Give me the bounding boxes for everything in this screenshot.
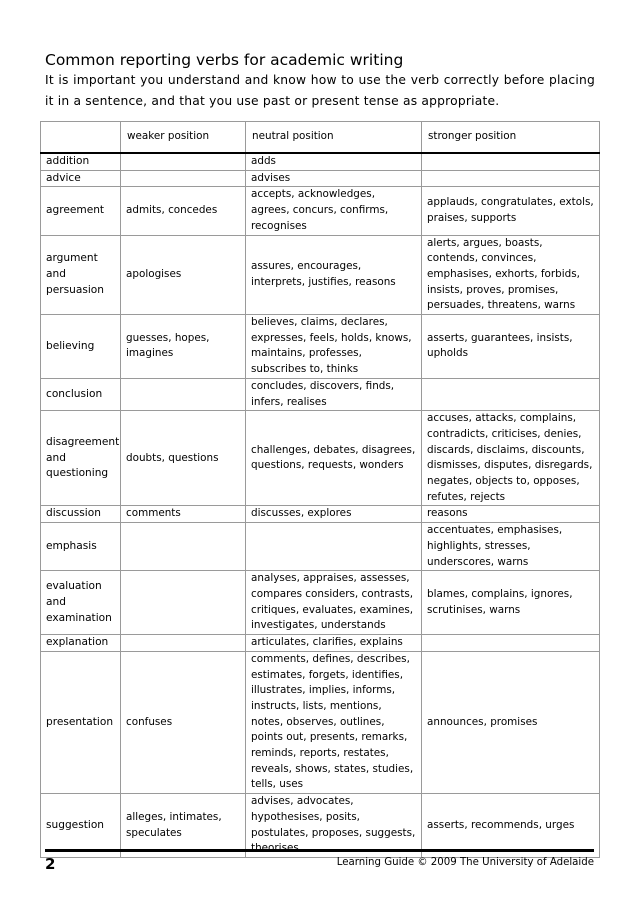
table-row <box>41 187 600 235</box>
function-cell: suggestion <box>41 794 121 858</box>
function-cell: explanation <box>41 635 121 652</box>
footer-credit: Learning Guide © 2009 The University of Adelaide <box>336 857 594 868</box>
neutral-cell: advises, advocates, hypothesises, posits, postulates, proposes, suggests, <box>246 794 422 858</box>
function-cell: argument and persuasion <box>41 235 121 315</box>
function-cell: believing <box>41 315 121 379</box>
weaker-cell <box>121 523 246 571</box>
stronger-cell: asserts, recommends, urges <box>422 794 600 858</box>
header-stronger: stronger position <box>422 122 600 154</box>
function-cell: advice <box>41 170 121 187</box>
weaker-cell <box>121 571 246 635</box>
weaker-cell: apologises <box>121 235 246 315</box>
stronger-cell: announces, promises <box>422 651 600 793</box>
function-cell: evaluation and examination <box>41 571 121 635</box>
page-title: Common reporting verbs for academic writing <box>45 51 404 69</box>
weaker-cell: doubts, questions <box>121 411 246 506</box>
stronger-cell: accuses, attacks, complains, contradicts, criticises, denies, discards, disclaims, discounts, dismisses, disputes, disregards, negates, objects to, opposes, refutes, rejects <box>422 411 600 506</box>
table-row <box>41 153 600 170</box>
weaker-cell: comments <box>121 506 246 523</box>
page-number: 2 <box>45 855 56 873</box>
stronger-cell: alerts, argues, boasts, contends, convinces, emphasises, exhorts, forbids, insists, proves, promises, persuades, threatens, warns <box>422 235 600 315</box>
reporting-verbs-table <box>40 121 600 858</box>
table-header-row <box>41 122 600 154</box>
weaker-cell <box>121 153 246 170</box>
function-cell: disagreement and questioning <box>41 411 121 506</box>
table-row <box>41 651 600 793</box>
stronger-cell: accentuates, emphasises, highlights, stresses, underscores, warns <box>422 523 600 571</box>
weaker-cell: guesses, hopes, imagines <box>121 315 246 379</box>
neutral-cell: comments, defines, describes, estimates, forgets, identifies, illustrates, implies, informs, instructs, lists, mentions, notes, observes, outlines, points out, presents, remarks, reminds, reports, restates, reveals, shows, states, studies, tells, uses <box>246 651 422 793</box>
neutral-cell: analyses, appraises, assesses, compares considers, contrasts, critiques, evaluates, examines, investigates, understands <box>246 571 422 635</box>
function-cell: agreement <box>41 187 121 235</box>
stronger-cell: applauds, congratulates, extols, praises, supports <box>422 187 600 235</box>
stronger-cell <box>422 153 600 170</box>
neutral-cell: concludes, discovers, finds, infers, realises <box>246 378 422 410</box>
weaker-cell <box>121 635 246 652</box>
function-cell: addition <box>41 153 121 170</box>
weaker-cell: alleges, intimates, speculates <box>121 794 246 858</box>
stronger-cell: blames, complains, ignores, scrutinises, warns <box>422 571 600 635</box>
stronger-cell <box>422 378 600 410</box>
table-row <box>41 411 600 506</box>
neutral-cell: believes, claims, declares, expresses, feels, holds, knows, maintains, professes, subscribes to, thinks <box>246 315 422 379</box>
table-row <box>41 506 600 523</box>
stronger-cell: asserts, guarantees, insists, upholds <box>422 315 600 379</box>
table-row <box>41 235 600 315</box>
table-row <box>41 794 600 858</box>
stronger-cell <box>422 170 600 187</box>
neutral-cell: challenges, debates, disagrees, questions, requests, wonders <box>246 411 422 506</box>
header-function <box>41 122 121 154</box>
table-row <box>41 315 600 379</box>
header-weaker: weaker position <box>121 122 246 154</box>
stronger-cell <box>422 635 600 652</box>
neutral-cell <box>246 523 422 571</box>
neutral-cell: discusses, explores <box>246 506 422 523</box>
header-neutral: neutral position <box>246 122 422 154</box>
table-row <box>41 378 600 410</box>
table-row <box>41 635 600 652</box>
intro-paragraph: It is important you understand and know how to use the verb correctly before placing it in a sentence, and that you use past or present tense as appropriate. <box>45 73 595 108</box>
table-row <box>41 170 600 187</box>
weaker-cell <box>121 170 246 187</box>
weaker-cell <box>121 378 246 410</box>
function-cell: presentation <box>41 651 121 793</box>
function-cell: emphasis <box>41 523 121 571</box>
table-row <box>41 523 600 571</box>
weaker-cell: confuses <box>121 651 246 793</box>
neutral-cell: accepts, acknowledges, agrees, concurs, confirms, recognises <box>246 187 422 235</box>
stronger-cell: reasons <box>422 506 600 523</box>
neutral-cell: adds <box>246 153 422 170</box>
neutral-cell: articulates, clarifies, explains <box>246 635 422 652</box>
table-row <box>41 571 600 635</box>
footer-divider <box>45 849 594 852</box>
function-cell: conclusion <box>41 378 121 410</box>
neutral-cell: assures, encourages, interprets, justifies, reasons <box>246 235 422 315</box>
neutral-cell: advises <box>246 170 422 187</box>
table-body <box>41 153 600 857</box>
function-cell: discussion <box>41 506 121 523</box>
weaker-cell: admits, concedes <box>121 187 246 235</box>
